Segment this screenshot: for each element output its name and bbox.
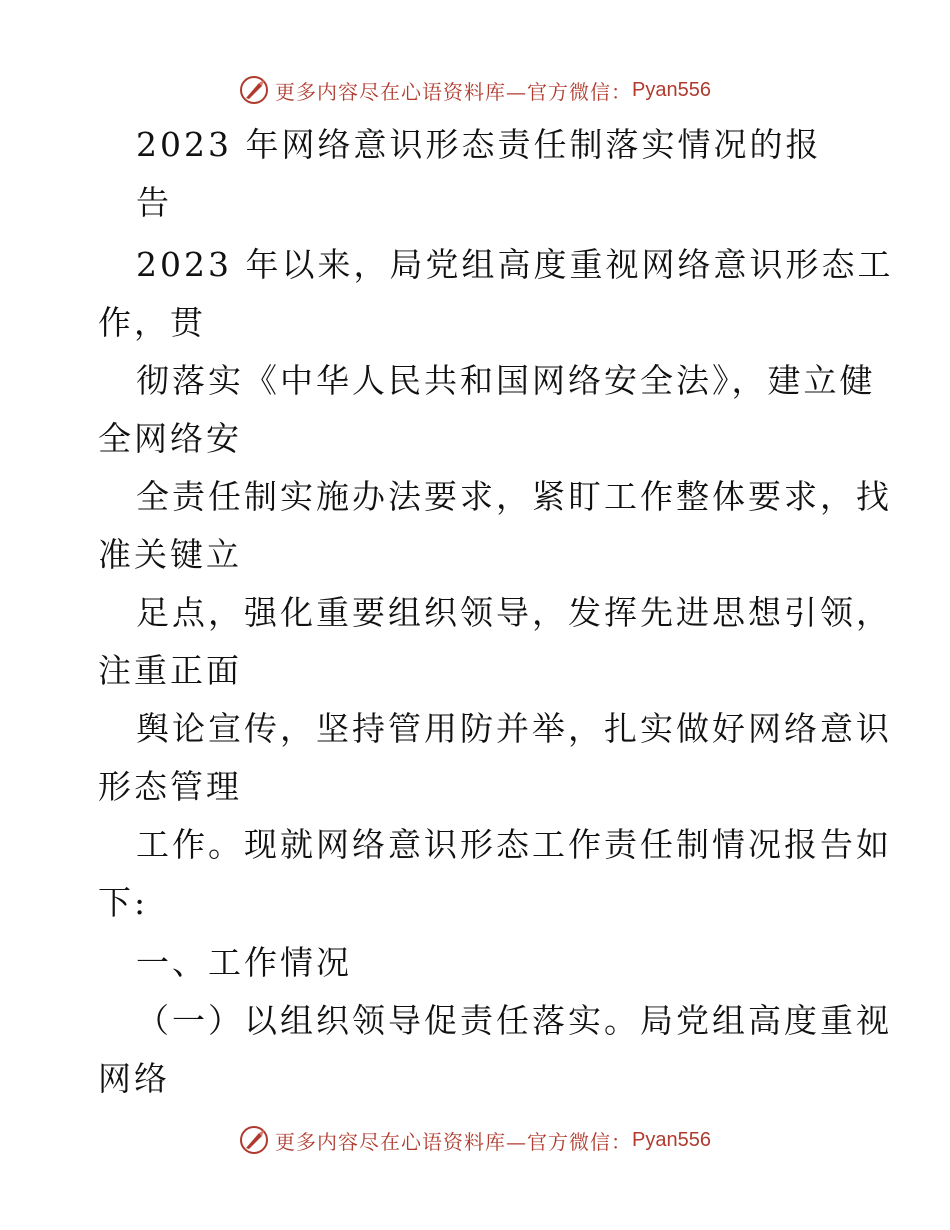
doc-line: 足点，强化重要组织领导，发挥先进思想引领， bbox=[136, 593, 892, 632]
footer-banner bbox=[0, 1120, 950, 1160]
doc-line: 注重正面 bbox=[98, 651, 242, 690]
doc-line: 网络 bbox=[98, 1059, 170, 1098]
doc-line: （一）以组织领导促责任落实。局党组高度重视 bbox=[136, 1001, 892, 1040]
doc-line: 全网络安 bbox=[98, 419, 242, 458]
doc-line: 准关键立 bbox=[98, 535, 242, 574]
doc-line: 形态管理 bbox=[98, 767, 242, 806]
doc-line: 舆论宣传，坚持管用防并举，扎实做好网络意识 bbox=[136, 709, 892, 748]
quill-pen-icon bbox=[239, 1125, 269, 1155]
banner-wechat-id: Pyan556 bbox=[632, 1128, 711, 1151]
doc-line: 全责任制实施办法要求，紧盯工作整体要求，找 bbox=[136, 477, 892, 516]
banner-wechat-id: Pyan556 bbox=[632, 78, 711, 101]
doc-line: 工作。现就网络意识形态工作责任制情况报告如 bbox=[136, 825, 892, 864]
doc-line: 下: bbox=[98, 883, 149, 922]
header-banner bbox=[0, 70, 950, 110]
doc-line: 2023 年网络意识形态责任制落实情况的报 bbox=[136, 125, 822, 164]
doc-line: 彻落实《中华人民共和国网络安全法》，建立健 bbox=[136, 361, 876, 400]
section-heading: 一、工作情况 bbox=[136, 943, 352, 982]
doc-line: 作，贯 bbox=[98, 303, 206, 342]
doc-line: 2023 年以来，局党组高度重视网络意识形态工 bbox=[136, 245, 894, 284]
banner-text: 更多内容尽在心语资料库—官方微信： bbox=[275, 1129, 633, 1154]
quill-pen-icon bbox=[239, 75, 269, 105]
doc-line: 告 bbox=[136, 183, 172, 222]
banner-text: 更多内容尽在心语资料库—官方微信： bbox=[275, 79, 633, 104]
